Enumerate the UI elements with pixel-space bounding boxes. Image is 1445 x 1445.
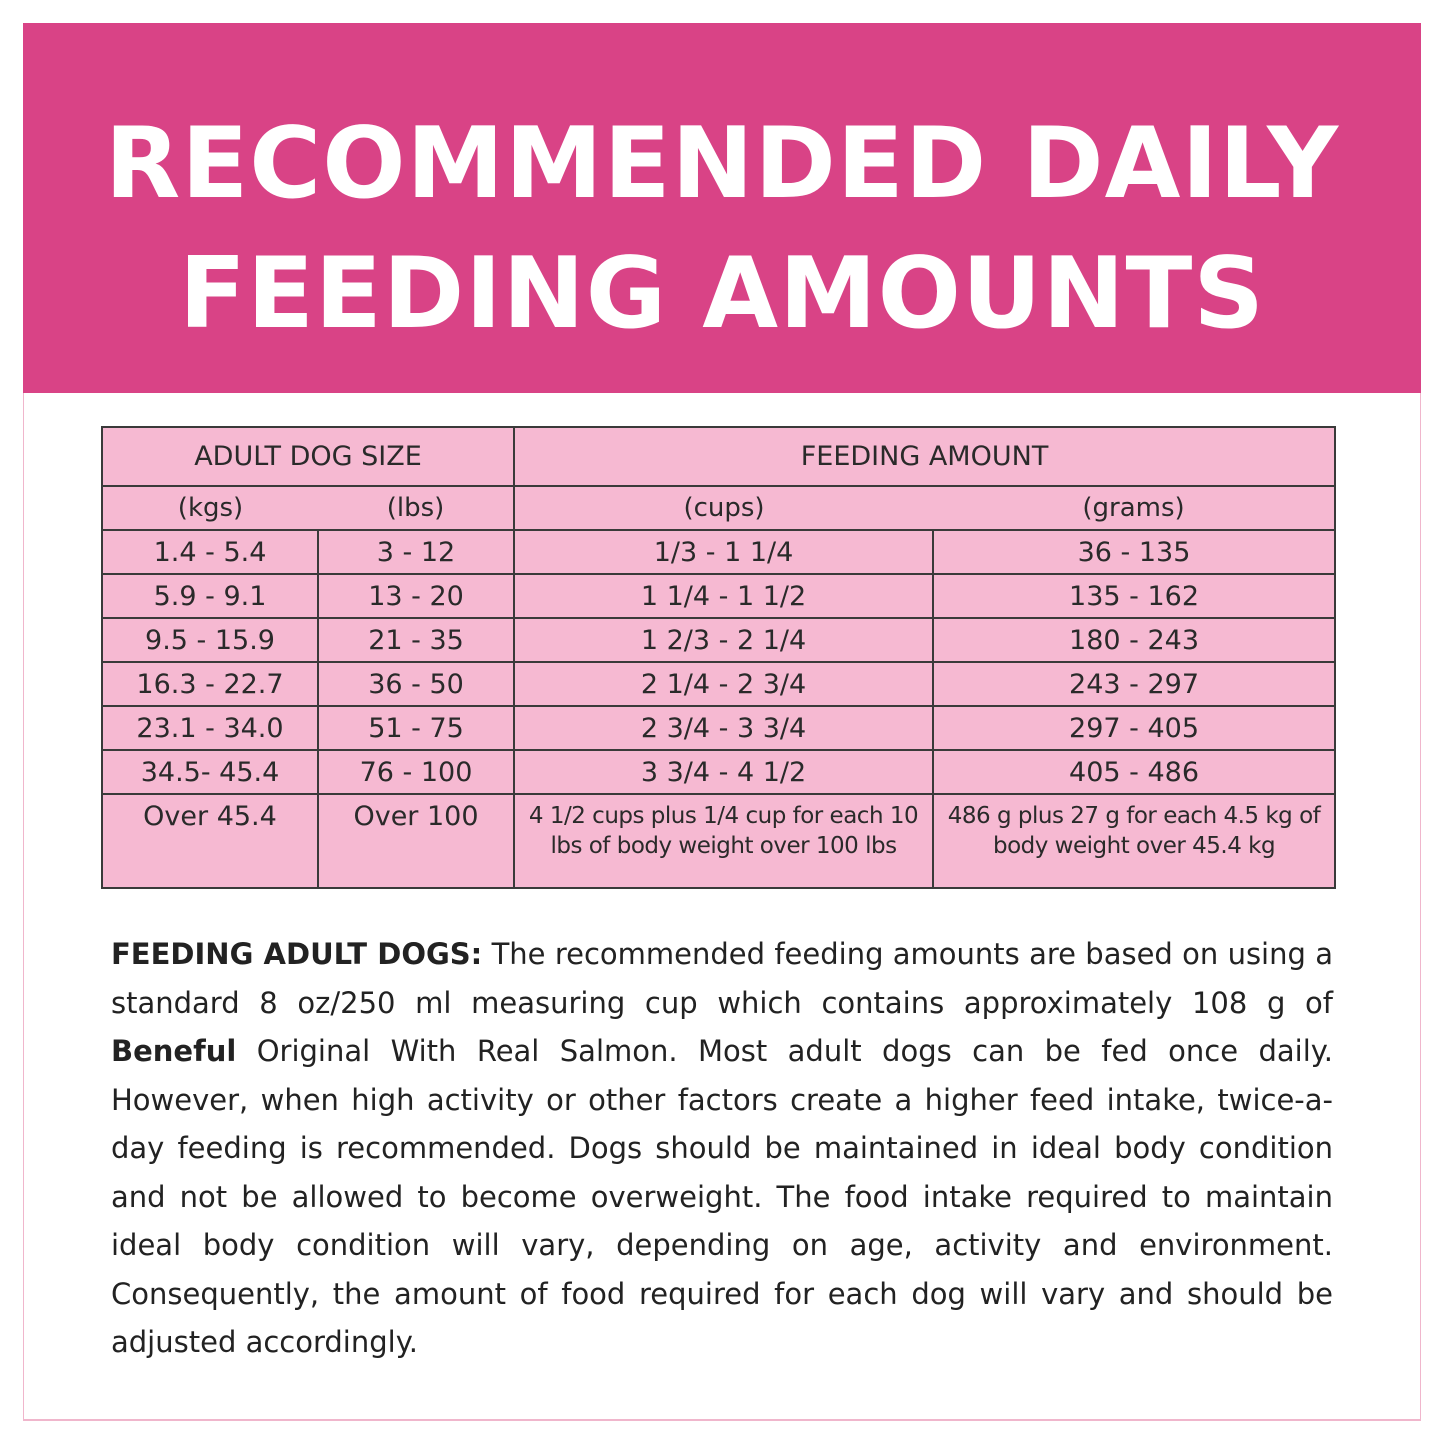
cell-grams: 36 - 135: [933, 530, 1335, 574]
feeding-table: [101, 426, 1336, 889]
header-cups: (cups): [514, 486, 933, 530]
cell-grams: 135 - 162: [933, 574, 1335, 618]
cell-kgs: 34.5- 45.4: [102, 750, 318, 794]
table-row: [102, 750, 1335, 794]
cell-cups: 2 3/4 - 3 3/4: [514, 706, 933, 750]
instructions-lead: FEEDING ADULT DOGS:: [111, 937, 483, 971]
cell-grams: 180 - 243: [933, 618, 1335, 662]
cell-kgs: 5.9 - 9.1: [102, 574, 318, 618]
feeding-instructions: [111, 930, 1333, 1367]
cell-lbs: 3 - 12: [318, 530, 514, 574]
cell-kgs: Over 45.4: [102, 794, 318, 888]
cell-grams: 243 - 297: [933, 662, 1335, 706]
group-header-row: [102, 427, 1335, 486]
table-row: [102, 662, 1335, 706]
table-row: [102, 574, 1335, 618]
cell-lbs: 36 - 50: [318, 662, 514, 706]
cell-cups: 1/3 - 1 1/4: [514, 530, 933, 574]
cell-cups: 4 1/2 cups plus 1/4 cup for each 10 lbs of body weight over 100 lbs: [514, 794, 933, 888]
cell-cups: 1 2/3 - 2 1/4: [514, 618, 933, 662]
cell-kgs: 9.5 - 15.9: [102, 618, 318, 662]
cell-grams: 405 - 486: [933, 750, 1335, 794]
cell-lbs: 21 - 35: [318, 618, 514, 662]
cell-grams: 297 - 405: [933, 706, 1335, 750]
cell-kgs: 1.4 - 5.4: [102, 530, 318, 574]
title-line-1: RECOMMENDED DAILY: [104, 107, 1340, 221]
header-grams: (grams): [933, 486, 1335, 530]
instructions-text-1: The recommended feeding amounts are based on using a standard 8 oz/250 ml measuring cup which contains approximately 108 g of: [111, 937, 1333, 1020]
brand-name: Beneful: [111, 1034, 237, 1068]
instructions-text-2: Original With Real Salmon. Most adult dogs can be fed once daily. However, when high activity or other factors create a higher feed intake, twice-a-day feeding is recommended. Dogs should be maintained in ideal body condition and not be allowed to become overweight. The food intake required to maintain ideal body condition will vary, depending on age, activity and environment. Consequently, the amount of food required for each dog will vary and should be adjusted accordingly.: [111, 1034, 1333, 1359]
header-lbs: (lbs): [318, 486, 514, 530]
cell-lbs: 51 - 75: [318, 706, 514, 750]
title-banner: [23, 23, 1421, 393]
cell-kgs: 23.1 - 34.0: [102, 706, 318, 750]
cell-lbs: Over 100: [318, 794, 514, 888]
header-adult-dog-size: ADULT DOG SIZE: [102, 427, 514, 486]
cell-grams: 486 g plus 27 g for each 4.5 kg of body weight over 45.4 kg: [933, 794, 1335, 888]
table-row: [102, 794, 1335, 888]
title-line-2: FEEDING AMOUNTS: [179, 237, 1265, 351]
sub-header-row: [102, 486, 1335, 530]
cell-cups: 1 1/4 - 1 1/2: [514, 574, 933, 618]
cell-kgs: 16.3 - 22.7: [102, 662, 318, 706]
table-row: [102, 618, 1335, 662]
table-row: [102, 530, 1335, 574]
cell-cups: 3 3/4 - 4 1/2: [514, 750, 933, 794]
cell-lbs: 76 - 100: [318, 750, 514, 794]
header-kgs: (kgs): [102, 486, 318, 530]
table-row: [102, 706, 1335, 750]
header-feeding-amount: FEEDING AMOUNT: [514, 427, 1335, 486]
cell-cups: 2 1/4 - 2 3/4: [514, 662, 933, 706]
cell-lbs: 13 - 20: [318, 574, 514, 618]
